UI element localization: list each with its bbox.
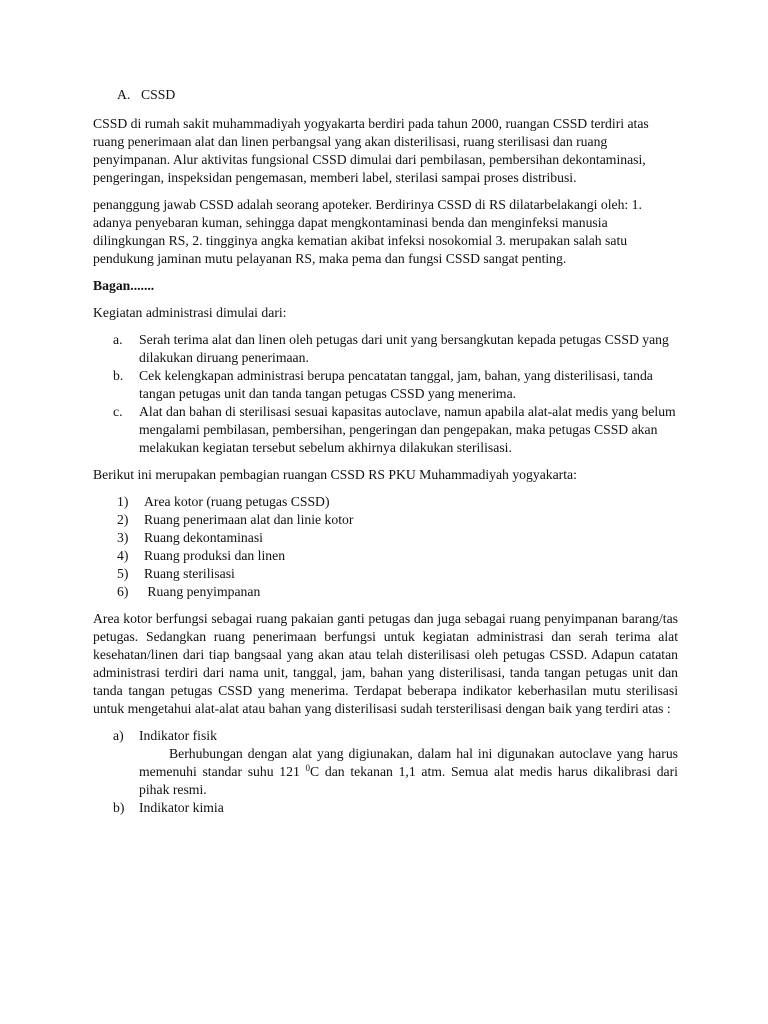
degree-superscript: 0 <box>305 763 311 773</box>
paragraph-cssd-background: penanggung jawab CSSD adalah seorang apoteker. Berdirinya CSSD di RS dilatarbelakangi oleh: 1. adanya penyebaran kuman, sehingga dapat mengkontaminasi benda dan menginfeksi manusia dilingkungan RS, 2. tingginya angka kematian akibat infeksi nosokomial 3. merupakan salah satu pendukung jaminan mutu pelayanan RS, maka pema dan fungsi CSSD sangat penting. <box>93 197 642 266</box>
list-item <box>93 529 678 547</box>
list-marker: 4) <box>117 548 129 563</box>
list-item <box>93 799 678 817</box>
document-content <box>93 86 678 826</box>
section-heading <box>117 86 678 104</box>
indikator-text-after: C dan tekanan 1,1 atm. Semua alat medis harus dikalibrasi dari pihak resmi. <box>139 764 678 797</box>
list-marker: b) <box>113 800 125 815</box>
list-item <box>93 583 678 601</box>
list-marker: 5) <box>117 566 129 581</box>
section-marker: A. <box>117 87 131 102</box>
paragraph-cssd-history: CSSD di rumah sakit muhammadiyah yogyakarta berdiri pada tahun 2000, ruangan CSSD terdiri atas ruang penerimaan alat dan linen perbangsal yang akan disterilisasi, ruang sterilisasi dan ruang penyimpanan. Alur aktivitas fungsional CSSD dimulai dari pembilasan, pembersihan dekontaminasi, pengeringan, inspeksidan pengemasan, memberi label, sterilasi sampai proses distribusi. <box>93 116 649 185</box>
list-marker: 3) <box>117 530 129 545</box>
list-item <box>93 511 678 529</box>
list-marker: c. <box>113 404 123 419</box>
list-marker: 6) <box>117 584 129 599</box>
list-item <box>93 547 678 565</box>
list-item-text: Ruang penerimaan alat dan linie kotor <box>144 512 354 527</box>
bagan-label: Bagan....... <box>93 278 155 293</box>
list-item-text: Ruang penyimpanan <box>144 584 261 599</box>
list-item-text: Ruang produksi dan linen <box>144 548 286 563</box>
kegiatan-intro: Kegiatan administrasi dimulai dari: <box>93 305 287 320</box>
list-marker: 2) <box>117 512 129 527</box>
kegiatan-list <box>93 331 678 457</box>
list-item-text: Serah terima alat dan linen oleh petugas dari unit yang bersangkutan kepada petugas CSSD yang dilakukan diruang penerimaan. <box>139 332 669 365</box>
list-item-text: Alat dan bahan di sterilisasi sesuai kapasitas autoclave, namun apabila alat-alat medis yang belum mengalami pembilasan, pembersihan, pengeringan dan pengepakan, maka petugas CSSD akan melakukan kegiatan tersebut sebelum akhirnya dilakukan sterilisasi. <box>139 404 676 455</box>
list-item-text: Ruang dekontaminasi <box>144 530 263 545</box>
ruangan-intro: Berikut ini merupakan pembagian ruangan CSSD RS PKU Muhammadiyah yogyakarta: <box>93 467 577 482</box>
list-item <box>93 331 678 367</box>
paragraph-area-kotor: Area kotor berfungsi sebagai ruang pakaian ganti petugas dan juga sebagai ruang penyimpanan barang/tas petugas. Sedangkan ruang penerimaan berfungsi untuk kegiatan administrasi dan serah terima alat kesehatan/linen dari tiap bangsaal yang akan atau telah disterilisasi oleh petugas CSSD. Adapun catatan administrasi terdiri dari nama unit, tanggal, jam, bahan yang disterilisasi, tanda tangan petugas unit dan tanda tangan petugas CSSD yang menerima. Terdapat beberapa indikator keberhasilan mutu sterilisasi untuk mengetahui alat-alat atau bahan yang disterilisasi sudah tersterilisasi dengan baik yang terdiri atas : <box>93 611 678 716</box>
list-item <box>93 493 678 511</box>
list-marker: 1) <box>117 494 129 509</box>
ruangan-list <box>93 493 678 601</box>
list-item <box>93 565 678 583</box>
list-item <box>93 727 678 799</box>
indikator-title: Indikator kimia <box>139 800 224 815</box>
list-marker: a) <box>113 728 124 743</box>
indikator-fisik-description <box>139 745 678 799</box>
indikator-title: Indikator fisik <box>139 728 217 743</box>
list-item <box>93 403 678 457</box>
list-marker: b. <box>113 368 124 383</box>
list-item-text: Cek kelengkapan administrasi berupa pencatatan tanggal, jam, bahan, yang disterilisasi, tanda tangan petugas unit dan tanda tangan petugas CSSD yang menerima. <box>139 368 653 401</box>
list-item <box>93 367 678 403</box>
list-marker: a. <box>113 332 123 347</box>
section-title: CSSD <box>141 87 176 102</box>
indikator-list <box>93 727 678 817</box>
indikator-text-before: Berhubungan dengan alat yang digiunakan, dalam hal ini digunakan autoclave yang harus memenuhi standar suhu 121 <box>139 746 678 779</box>
list-item-text: Area kotor (ruang petugas CSSD) <box>144 494 330 509</box>
list-item-text: Ruang sterilisasi <box>144 566 235 581</box>
